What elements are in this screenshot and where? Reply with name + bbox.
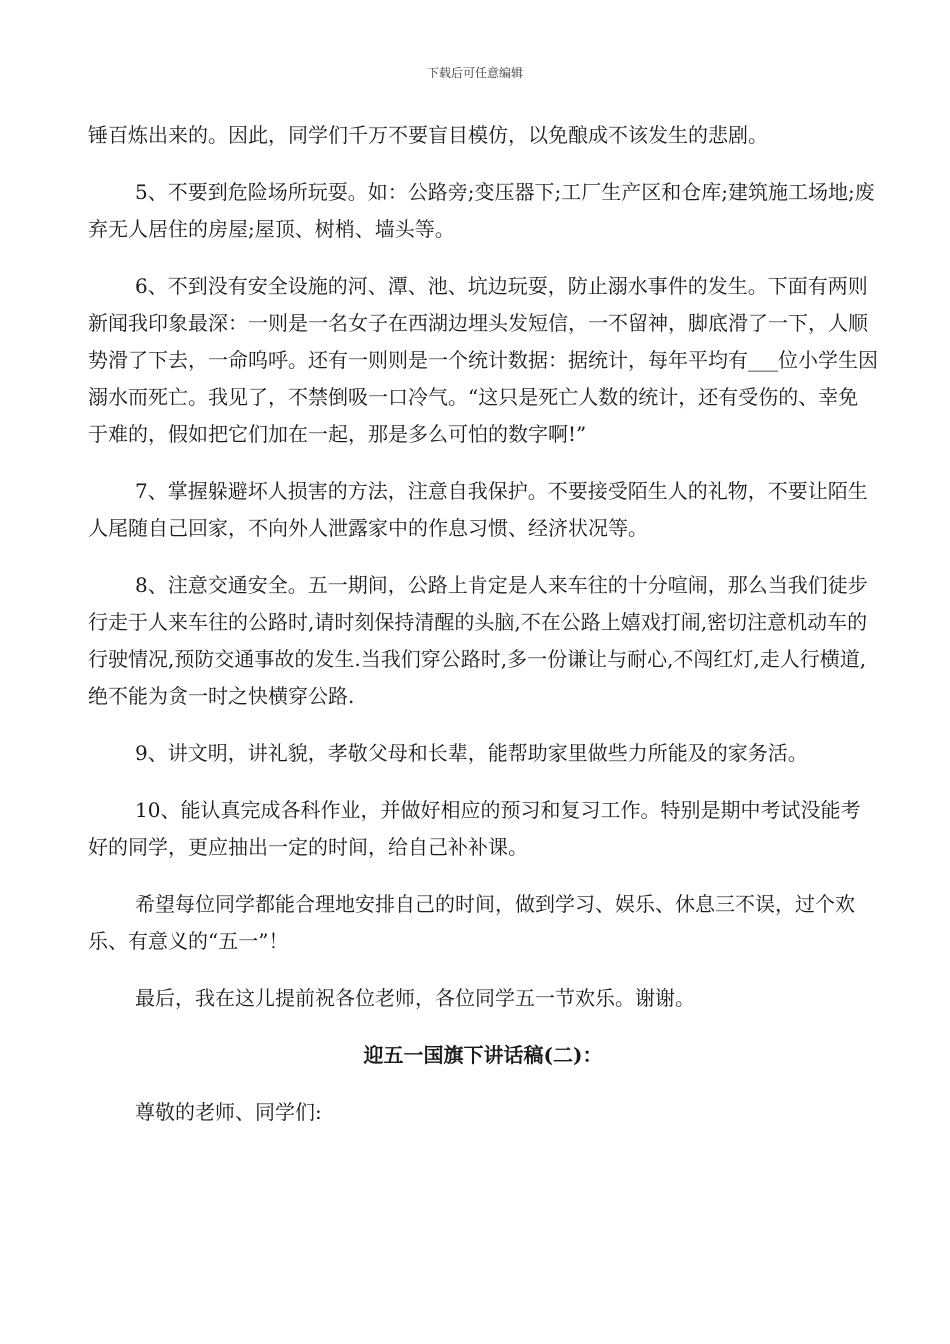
paragraph-item-6: 6、不到没有安全设施的河、潭、池、坑边玩耍，防止溺水事件的发生。下面有两则新闻我印象最深：一则是一名女子在西湖边埋头发短信，一不留神，脚底滑了一下，人顺势滑了下去，一命呜呼。还有一则则是一个统计数据：据统计，每年平均有___位小学生因溺水而死亡。我见了，不禁倒吸一口冷气。“这只是死亡人数的统计，还有受伤的、幸免于难的，假如把它们加在一起，那是多么可怕的数字啊!” [88,274,878,446]
paragraph-item-7: 7、掌握躲避坏人损害的方法，注意自我保护。不要接受陌生人的礼物，不要让陌生人尾随自己回家，不向外人泄露家中的作息习惯、经济状况等。 [88,479,868,540]
greeting: 尊敬的老师、同学们: [135,1100,322,1124]
paragraph-closing-hope: 希望每位同学都能合理地安排自己的时间，做到学习、娱乐、休息三不误，过个欢乐、有意义的“五一”！ [88,892,855,953]
page-header-note: 下载后可任意编辑 [426,66,523,80]
document-body [88,117,878,1151]
paragraph-continuation: 锤百炼出来的。因此，同学们千万不要盲目模仿，以免酿成不该发生的悲剧。 [88,123,768,147]
paragraph-item-9: 9、讲文明，讲礼貌，孝敬父母和长辈，能帮助家里做些力所能及的家务活。 [135,741,808,765]
paragraph-item-5: 5、不要到危险场所玩耍。如：公路旁;变压器下;工厂生产区和仓库;建筑施工场地;废弃无人居住的房屋;屋顶、树梢、墙头等。 [88,180,875,241]
paragraph-item-8: 8、注意交通安全。五一期间，公路上肯定是人来车往的十分喧闹，那么当我们徒步行走于人来车往的公路时,请时刻保持清醒的头脑,不在公路上嬉戏打闹,密切注意机动车的行驶情况,预防交通事故的发生.当我们穿公路时,多一份谦让与耐心,不闯红灯,走人行横道,绝不能为贪一时之快横穿公路. [88,573,868,708]
paragraph-item-10: 10、能认真完成各科作业，并做好相应的预习和复习工作。特别是期中考试没能考好的同学，更应抽出一定的时间，给自己补补课。 [88,798,861,859]
paragraph-closing-wishes: 最后，我在这儿提前祝各位老师，各位同学五一节欢乐。谢谢。 [135,986,695,1010]
section-title: 迎五一国旗下讲话稿(二)： [363,1043,603,1067]
